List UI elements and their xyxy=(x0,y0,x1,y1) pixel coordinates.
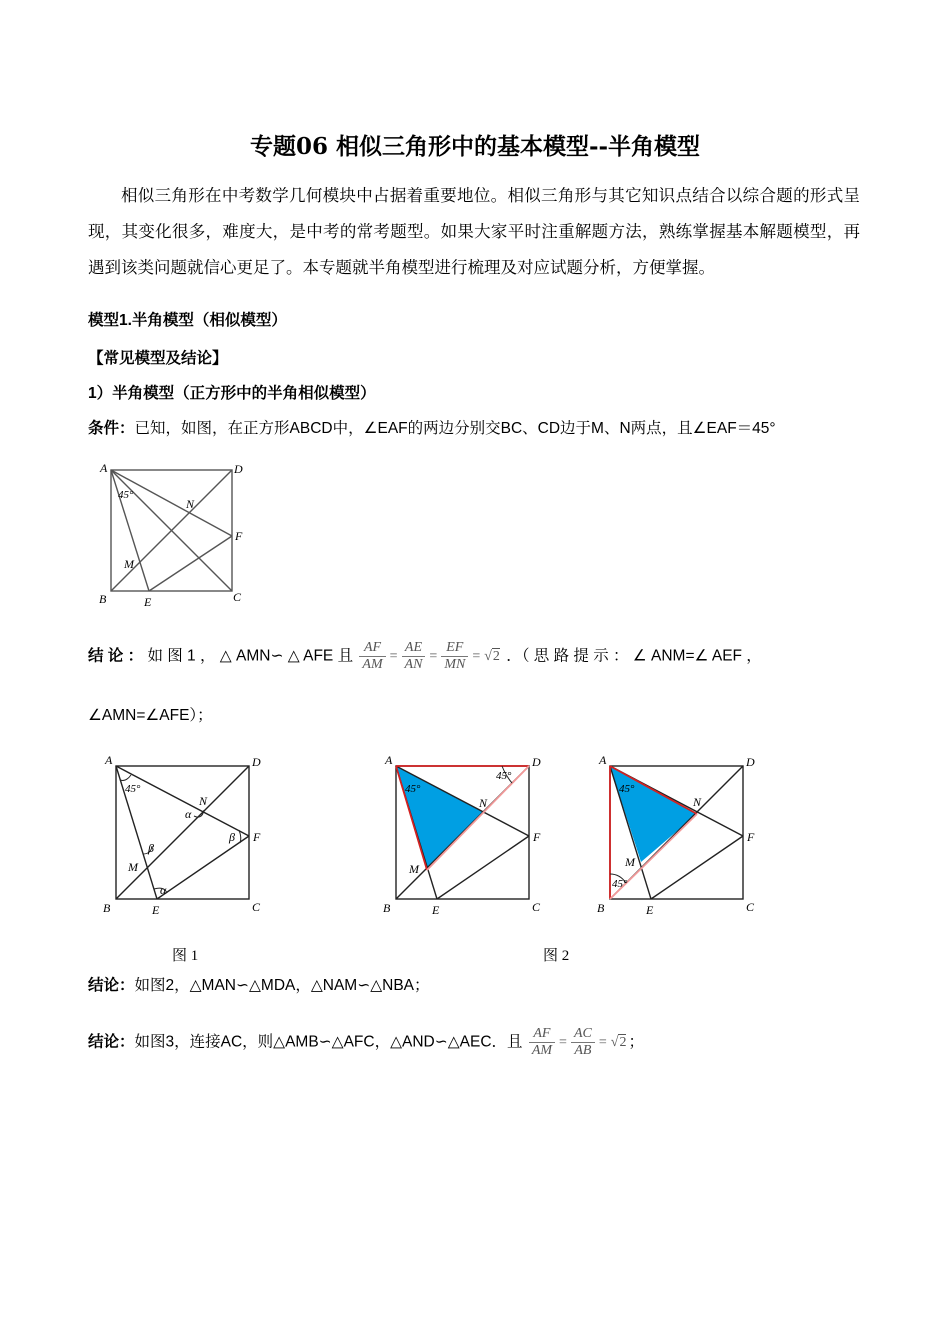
intro-paragraph: 相似三角形在中考数学几何模块中占据着重要地位。相似三角形与其它知识点结合以综合题的形式呈现，其变化很多，难度大，是中考的常考题型。如果大家平时注重解题方法，熟练掌握基本解题模型，再遇到该类问题就信心更足了。本专题就半角模型进行梳理及对应试题分析，方便掌握。 xyxy=(88,186,860,277)
conclusion1-text-a: 如 图 1 ， △ AMN∽ △ AFE 且 xyxy=(147,647,354,665)
fraction: $\frac{EF}{MN}$ xyxy=(441,640,468,673)
label-c: C xyxy=(532,900,541,914)
label-beta: β xyxy=(148,841,154,855)
label-f: F xyxy=(235,529,243,543)
label-c: C xyxy=(746,900,755,914)
shaded-triangle xyxy=(396,766,483,870)
angle-45: 45° xyxy=(619,783,635,795)
condition-text: 已知，如图，在正方形ABCD中，∠EAF的两边分别交BC、CD边于M、N两点，且∠EAF＝45° xyxy=(134,420,776,437)
condition-label: 条件： xyxy=(88,420,135,437)
conclusion1-line: 结 论 ： 如 图 1 ， △ AMN∽ △ AFE 且 $\frac{AF}{AM}$ = $\frac{AE}{AN}$ = $\frac{EF}{MN}$ = √2 ．（ 思 路 提 示 ： ∠ ANM=∠ AEF ， xyxy=(88,640,762,672)
label-n: N xyxy=(479,796,488,810)
line-ef xyxy=(157,836,249,899)
conclusion2-text: 如图2，△MAN∽△MDA，△NAM∽△NBA； xyxy=(134,977,430,994)
label-a: A xyxy=(385,753,393,767)
conclusion2-line xyxy=(88,973,430,995)
sub-heading: 1）半角模型（正方形中的半角相似模型） xyxy=(88,385,376,402)
conclusion3-tail: ； xyxy=(628,1033,644,1051)
conclusion3-text: 如图3，连接AC，则△AMB∽△AFC，△AND∽△AEC．且 xyxy=(134,1033,523,1051)
conclusion3-line: 结论：如图3，连接AC，则△AMB∽△AFC，△AND∽△AEC．且 $\frac{AF}{AM}$ = $\frac{AC}{AB}$ = √2 ； xyxy=(88,1026,644,1058)
caption-fig2: 图 2 xyxy=(543,948,570,964)
angle-45: 45° xyxy=(405,783,421,795)
label-b: B xyxy=(99,592,107,606)
label-n: N xyxy=(199,794,208,808)
label-beta: β xyxy=(229,830,235,844)
sqrt-2: √2 xyxy=(610,1034,627,1050)
label-m: M xyxy=(625,855,635,869)
sqrt-2: √2 xyxy=(484,648,500,664)
label-c: C xyxy=(233,590,242,604)
figure-2 xyxy=(378,750,548,920)
label-a: A xyxy=(100,461,108,475)
model-heading: 模型1.半角模型（相似模型） xyxy=(88,312,287,329)
label-d: D xyxy=(746,755,755,769)
conclusion1-text-b: ．（ 思 路 提 示 ： ∠ ANM=∠ AEF ， xyxy=(506,647,762,665)
label-n: N xyxy=(693,795,702,809)
page-title: 专题06 相似三角形中的基本模型--半角模型 xyxy=(249,133,701,160)
label-d: D xyxy=(234,462,243,476)
fraction: $\frac{AF}{AM}$ xyxy=(359,640,385,673)
label-a: A xyxy=(599,753,607,767)
condition-line xyxy=(88,416,776,438)
line-af xyxy=(116,766,249,836)
label-m: M xyxy=(124,557,134,571)
figure-3 xyxy=(592,750,762,920)
label-m: M xyxy=(128,860,138,874)
shaded-triangle xyxy=(610,766,697,862)
conclusion3-label: 结论： xyxy=(88,1033,135,1051)
label-a: A xyxy=(105,753,113,767)
label-b: B xyxy=(597,901,605,915)
caption-fig1: 图 1 xyxy=(172,948,199,964)
label-f: F xyxy=(533,830,541,844)
figure-top xyxy=(96,458,256,614)
label-d: D xyxy=(532,755,541,769)
label-e: E xyxy=(152,903,160,917)
label-n: N xyxy=(186,497,195,511)
common-heading: 【常见模型及结论】 xyxy=(88,350,228,367)
line-ef xyxy=(149,536,232,591)
label-m: M xyxy=(409,862,419,876)
label-b: B xyxy=(383,901,391,915)
fraction: $\frac{AE}{AN}$ xyxy=(402,640,426,673)
angle-45: 45° xyxy=(496,770,512,782)
conclusion2-label: 结论： xyxy=(88,977,135,994)
label-b: B xyxy=(103,901,111,915)
fraction: $\frac{AC}{AB}$ xyxy=(571,1026,595,1059)
label-e: E xyxy=(144,595,152,609)
label-e: E xyxy=(432,903,440,917)
angle-arc xyxy=(120,775,131,780)
angle-45: 45° xyxy=(125,783,141,795)
angle-45: 45° xyxy=(118,489,134,501)
label-e: E xyxy=(646,903,654,917)
label-alpha: α xyxy=(185,807,192,821)
figure-1 xyxy=(98,750,268,920)
label-f: F xyxy=(253,830,261,844)
label-alpha: α xyxy=(160,883,167,897)
conclusion1-line2: ∠AMN=∠AFE）； xyxy=(88,707,213,724)
fraction: $\frac{AF}{AM}$ xyxy=(529,1026,555,1059)
label-c: C xyxy=(252,900,261,914)
label-f: F xyxy=(747,830,755,844)
conclusion1-label: 结 论 ： xyxy=(88,647,144,665)
angle-45: 45° xyxy=(612,878,628,890)
label-d: D xyxy=(252,755,261,769)
